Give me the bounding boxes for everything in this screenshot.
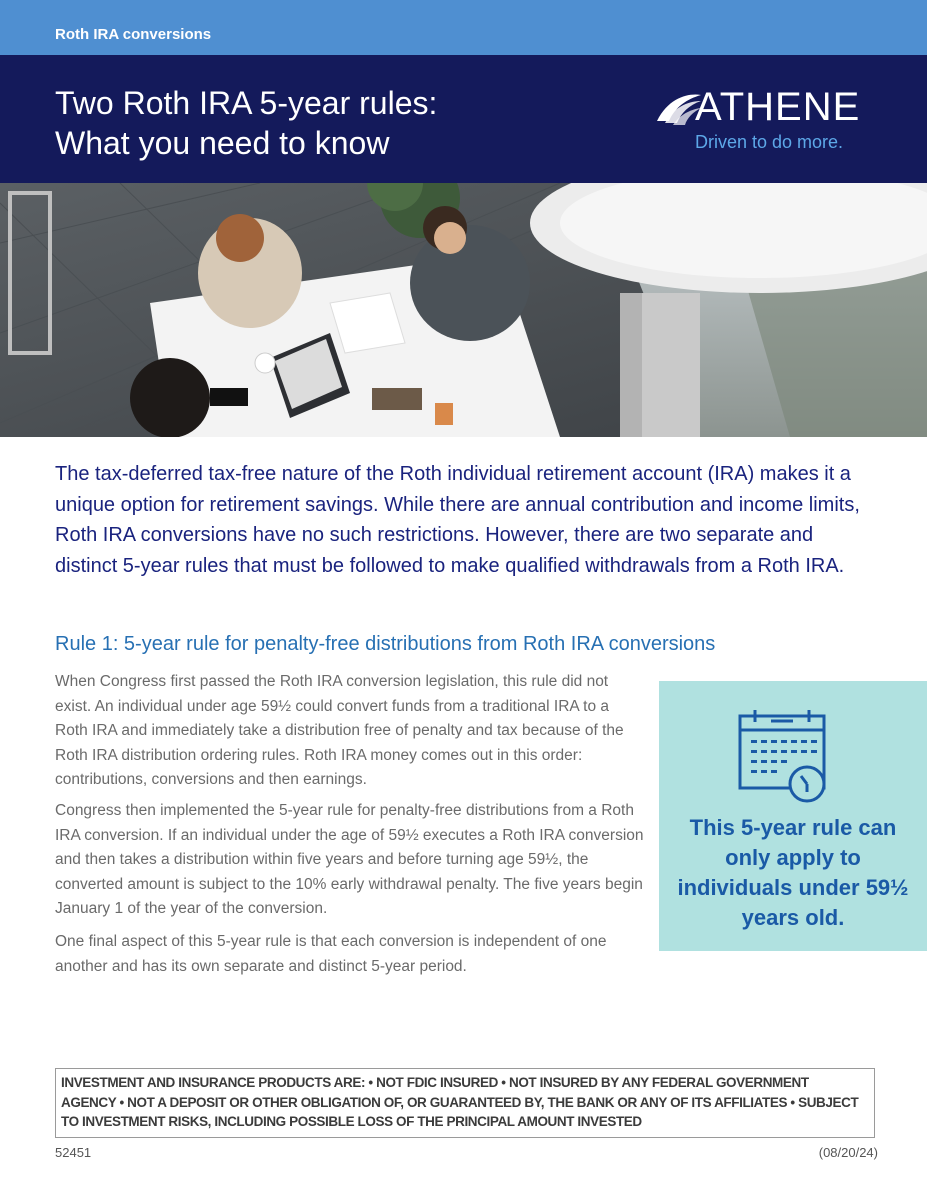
rule-1-heading: Rule 1: 5-year rule for penalty-free distributions from Roth IRA conversions — [55, 633, 716, 655]
athene-logo — [655, 85, 875, 155]
page-title — [55, 83, 437, 163]
header-banner — [0, 55, 927, 183]
title-line-2: What you need to know — [55, 125, 390, 161]
logo-wordmark: ATHENE — [695, 85, 861, 129]
disclaimer-box: INVESTMENT AND INSURANCE PRODUCTS ARE: • NOT FDIC INSURED • NOT INSURED BY ANY FEDERAL GOVERNMENT AGENCY • NOT A DEPOSIT OR OTHER OBLIGATION OF, OR GUARANTEED BY, THE BANK OR ANY OF ITS AFFILIATES • SUBJECT TO INVESTMENT RISKS, INCLUDING POSSIBLE LOSS OF THE PRINCIPAL AMOUNT INVESTED — [55, 1068, 875, 1138]
rule-1-paragraph-2: Congress then implemented the 5-year rule for penalty-free distributions from a Roth IRA conversion. If an individual under the age of 59½ executes a Roth IRA conversion and then takes a distribution within five years and before turning age 59½, the converted amount is subject to the 10% early withdrawal penalty. The five years begin January 1 of the year of the conversion. — [55, 802, 644, 917]
document-date: (08/20/24) — [818, 1145, 878, 1160]
logo-tagline: Driven to do more. — [695, 132, 844, 152]
rule-1-paragraph-3: One final aspect of this 5-year rule is that each conversion is independent of one another and has its own separate and distinct 5-year period. — [55, 933, 607, 975]
meeting-photo — [0, 183, 927, 437]
top-bar — [0, 0, 927, 55]
document-code: 52451 — [55, 1145, 92, 1160]
callout-box — [659, 681, 927, 951]
calendar-clock-icon — [737, 708, 833, 804]
callout-text: This 5-year rule can only apply to individuals under 59½ years old. — [677, 815, 909, 930]
section-label: Roth IRA conversions — [55, 26, 212, 43]
intro-paragraph: The tax-deferred tax-free nature of the Roth individual retirement account (IRA) makes it a unique option for retirement savings. While there are annual contribution and income limits, Roth IRA conversions have no such restrictions. However, there are two separate and distinct 5-year rules that must be followed to make qualified withdrawals from a Roth IRA. — [55, 463, 860, 577]
rule-1-paragraph-1: When Congress first passed the Roth IRA conversion legislation, this rule did not exist. An individual under age 59½ could convert funds from a traditional IRA to a Roth IRA and immediately take a distribution free of penalty and tax because of the Roth IRA distribution ordering rules. Roth IRA money comes out in this order: contributions, conversions and then earnings. — [55, 673, 624, 788]
title-line-1: Two Roth IRA 5-year rules: — [55, 85, 438, 121]
